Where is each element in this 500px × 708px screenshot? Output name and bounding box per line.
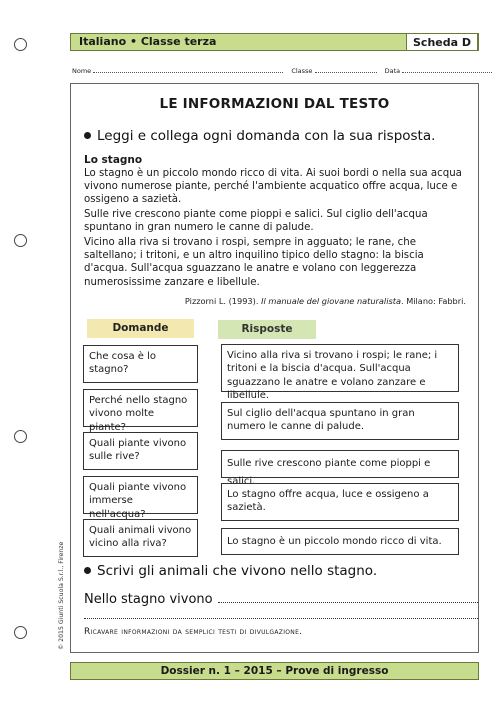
instruction-1 [84,128,435,144]
bullet-icon [84,567,91,574]
source-author: Pizzorni L. (1993). [184,296,259,306]
reading-paragraph: Vicino alla riva si trovano i rospi, sempre in agguato; le rane, che saltellano; i tritoni, e un altro inquilino tipico dello stagno: la biscia d'acqua. Sull'acqua sguazzano le anatre e volano con leggerezza numerosissime zanzare e libellule. [84,237,424,288]
source-title: Il manuale del giovane naturalista [261,296,401,306]
fill-prompt: Nello stagno vivono [84,592,213,607]
bullet-icon [84,132,91,139]
instruction-1-text: Leggi e collega ogni domanda con la sua risposta. [97,128,436,144]
instruction-2 [84,563,377,579]
page-header [70,33,479,51]
question-box[interactable]: Che cosa è lo stagno? [83,345,198,383]
answer-line[interactable] [218,601,478,603]
binder-hole [14,234,27,247]
reading-title: Lo stagno [84,154,143,166]
class-field[interactable] [315,67,377,73]
source-citation [185,296,466,306]
date-label: Data [384,67,401,75]
copyright-note: © 2015 Giunti Scuola S.r.l., Firenze [58,541,65,650]
answer-box[interactable]: Sul ciglio dell'acqua spuntano in gran numero le canne di palude. [221,402,459,440]
class-label: Classe [291,67,313,75]
answers-header: Risposte [218,320,316,339]
question-box[interactable]: Perché nello stagno vivono molte piante? [83,389,198,427]
page-footer: Dossier n. 1 – 2015 – Prove di ingresso [70,662,479,680]
instruction-2-text: Scrivi gli animali che vivono nello stagno. [97,563,378,579]
answer-box[interactable]: Sulle rive crescono piante come pioppi e salici. [221,450,459,478]
question-box[interactable]: Quali piante vivono immerse nell'acqua? [83,476,198,514]
source-publisher: . Milano: Fabbri. [400,296,466,306]
answer-line[interactable] [84,617,478,619]
answer-box[interactable]: Lo stagno è un piccolo mondo ricco di vita. [221,528,459,555]
question-box[interactable]: Quali piante vivono sulle rive? [83,432,198,470]
binder-hole [14,626,27,639]
binder-hole [14,38,27,51]
answer-box[interactable]: Lo stagno offre acqua, luce e ossigeno a sazietà. [221,483,459,521]
page-title: LE INFORMAZIONI DAL TESTO [159,96,390,112]
answer-box[interactable]: Vicino alla riva si trovano i rospi; le rane; i tritoni e la biscia d'acqua. Sull'acqua sguazzano le anatre e volano zanzare e libellule. [221,344,459,392]
sheet-label: Scheda D [406,33,478,51]
reading-paragraph: Lo stagno è un piccolo mondo ricco di vita. Ai suoi bordi o nella sua acqua vivono numerose piante, perché l'ambiente acquatico offre acqua, luce e ossigeno a sazietà. [84,168,462,206]
name-label: Nome [72,67,92,75]
date-field[interactable] [402,67,492,73]
learning-objective: Ricavare informazioni da semplici testi di divulgazione. [84,627,303,637]
binder-hole [14,430,27,443]
subject-label: Italiano • Classe terza [79,35,217,48]
question-box[interactable]: Quali animali vivono vicino alla riva? [83,519,198,557]
reading-paragraph: Sulle rive crescono piante come pioppi e salici. Sul ciglio dell'acqua spuntano in gran numero le canne di palude. [84,209,428,234]
questions-header: Domande [87,319,194,338]
name-class-date-row [72,67,482,75]
name-field[interactable] [93,67,283,73]
